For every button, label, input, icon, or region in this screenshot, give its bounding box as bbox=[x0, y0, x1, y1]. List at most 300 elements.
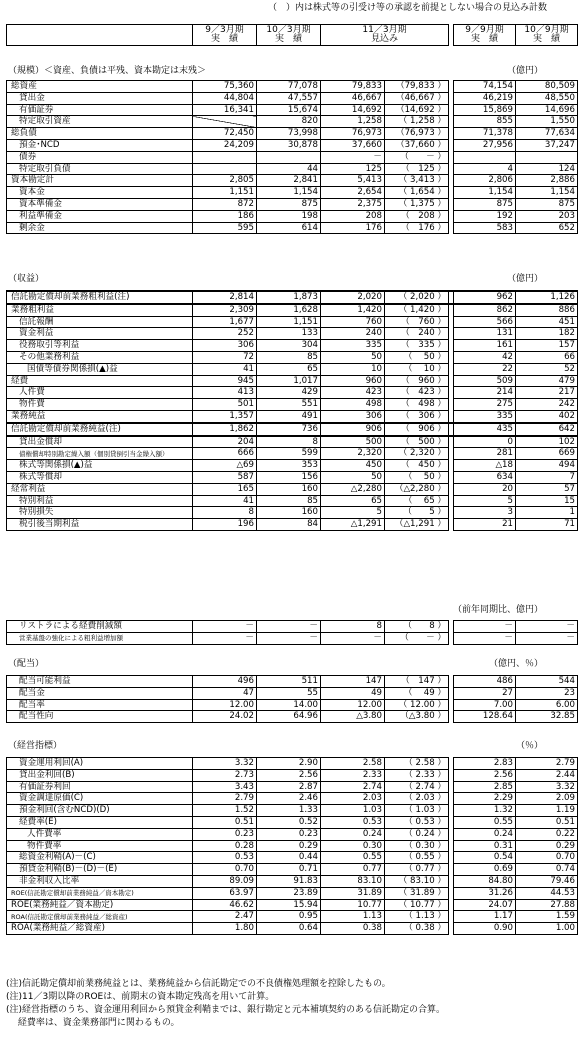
section-shueki-label: （収益） bbox=[8, 274, 45, 284]
value-cell: 423 bbox=[321, 387, 385, 399]
table-row bbox=[7, 676, 578, 688]
value-cell: 47 bbox=[193, 687, 257, 699]
value-cell: （79,833 ） bbox=[385, 81, 449, 93]
table-row bbox=[7, 304, 578, 316]
table-row bbox=[7, 198, 578, 210]
table-row bbox=[7, 151, 578, 163]
table-row bbox=[7, 711, 578, 723]
value-cell: 44.53 bbox=[516, 887, 578, 899]
value-cell: 102 bbox=[516, 436, 578, 448]
value-cell: 429 bbox=[257, 387, 321, 399]
value-cell: 2.33 bbox=[321, 769, 385, 781]
row-label: 貸出金 bbox=[7, 92, 193, 104]
value-cell: （△2,280 ） bbox=[385, 483, 449, 495]
footnote: (注)信託勘定償却前業務純益とは、業務純益から信託勘定での不良債権処理額を控除したもの。 bbox=[6, 979, 391, 989]
value-cell: 0.54 bbox=[454, 852, 516, 864]
column-header-table bbox=[6, 24, 578, 46]
value-cell: 72,450 bbox=[193, 128, 257, 140]
value-cell: 1.13 bbox=[321, 911, 385, 923]
value-cell: 634 bbox=[454, 471, 516, 483]
table-row bbox=[7, 163, 578, 175]
value-cell: 435 bbox=[454, 423, 516, 436]
value-cell: （ 960 ） bbox=[385, 375, 449, 387]
value-cell: 0.52 bbox=[257, 816, 321, 828]
value-cell: （ 335 ） bbox=[385, 340, 449, 352]
value-cell: 2.79 bbox=[516, 758, 578, 770]
value-cell: 500 bbox=[321, 436, 385, 448]
value-cell: － bbox=[321, 632, 385, 644]
value-cell: （ 906 ） bbox=[385, 423, 449, 436]
value-cell: 41 bbox=[193, 495, 257, 507]
value-cell: 14,696 bbox=[516, 104, 578, 116]
table-row bbox=[7, 81, 578, 93]
value-cell: （ 1,258 ） bbox=[385, 116, 449, 128]
value-cell: （ － ） bbox=[385, 632, 449, 644]
row-label: ROA(信託勘定償却前業務純益／総資産) bbox=[7, 911, 193, 923]
value-cell: （ 125 ） bbox=[385, 163, 449, 175]
value-cell: 1,258 bbox=[321, 116, 385, 128]
value-cell: 642 bbox=[516, 423, 578, 436]
value-cell: 945 bbox=[193, 375, 257, 387]
value-cell: 0.22 bbox=[516, 828, 578, 840]
value-cell: 15,869 bbox=[454, 104, 516, 116]
value-cell: 587 bbox=[193, 471, 257, 483]
table-row bbox=[7, 175, 578, 187]
value-cell: 0.23 bbox=[257, 828, 321, 840]
value-cell: 72 bbox=[193, 351, 257, 363]
value-cell: 27.88 bbox=[516, 899, 578, 911]
row-label: 経常利益 bbox=[7, 483, 193, 495]
value-cell: 1,550 bbox=[516, 116, 578, 128]
value-cell: （ 12.00 ） bbox=[385, 699, 449, 711]
value-cell: （ 2,320 ） bbox=[385, 448, 449, 460]
value-cell: △18 bbox=[454, 460, 516, 472]
table-row bbox=[7, 875, 578, 887]
row-label: 業務純益 bbox=[7, 410, 193, 422]
value-cell: 0.55 bbox=[454, 816, 516, 828]
value-cell: 402 bbox=[516, 410, 578, 422]
value-cell: 37,660 bbox=[321, 139, 385, 151]
value-cell: 47,557 bbox=[257, 92, 321, 104]
value-cell: 79.46 bbox=[516, 875, 578, 887]
table-row bbox=[7, 460, 578, 472]
value-cell: （ 0.53 ） bbox=[385, 816, 449, 828]
value-cell: （ 2.58 ） bbox=[385, 758, 449, 770]
value-cell: 71,378 bbox=[454, 128, 516, 140]
value-cell: 80,509 bbox=[516, 81, 578, 93]
value-cell: 669 bbox=[516, 448, 578, 460]
value-cell: 1,628 bbox=[257, 304, 321, 316]
row-label: 資金利益 bbox=[7, 328, 193, 340]
row-label: ROE(信託勘定償却前業務純益／資本勘定) bbox=[7, 887, 193, 899]
value-cell: 196 bbox=[193, 519, 257, 531]
value-cell: 736 bbox=[257, 423, 321, 436]
value-cell: 91.83 bbox=[257, 875, 321, 887]
row-label: 資本勘定計 bbox=[7, 175, 193, 187]
section-haito-unit: （億円、％） bbox=[488, 659, 543, 669]
value-cell: 0.31 bbox=[454, 840, 516, 852]
value-cell: （ 423 ） bbox=[385, 387, 449, 399]
table-row bbox=[7, 375, 578, 387]
value-cell: 242 bbox=[516, 399, 578, 411]
value-cell: 12.00 bbox=[321, 699, 385, 711]
table-row bbox=[7, 291, 578, 304]
table-row bbox=[7, 328, 578, 340]
section-kibo-label: （規模）＜資産、負債は平残、資本勘定は末残＞ bbox=[8, 66, 207, 76]
value-cell: 22 bbox=[454, 363, 516, 375]
table-row bbox=[7, 139, 578, 151]
row-label: 資金運用利回(A) bbox=[7, 758, 193, 770]
table-row bbox=[7, 923, 578, 935]
footnotes bbox=[6, 978, 445, 1030]
value-cell: 0.71 bbox=[257, 864, 321, 876]
value-cell: 820 bbox=[257, 116, 321, 128]
value-cell: 71 bbox=[516, 519, 578, 531]
table-row bbox=[7, 471, 578, 483]
value-cell: 0.53 bbox=[321, 816, 385, 828]
value-cell: 353 bbox=[257, 460, 321, 472]
value-cell: （ 0.77 ） bbox=[385, 864, 449, 876]
value-cell: 198 bbox=[257, 210, 321, 222]
row-label: ROE(業務純益／資本勘定) bbox=[7, 899, 193, 911]
row-label: 人件費率 bbox=[7, 828, 193, 840]
table-row bbox=[7, 187, 578, 199]
value-cell: 479 bbox=[516, 375, 578, 387]
section-shueki-unit: （億円） bbox=[506, 274, 543, 284]
value-cell: 31.89 bbox=[321, 887, 385, 899]
value-cell: （ 3,413 ） bbox=[385, 175, 449, 187]
value-cell: 2,654 bbox=[321, 187, 385, 199]
value-cell: 65 bbox=[257, 363, 321, 375]
value-cell: （ 0.24 ） bbox=[385, 828, 449, 840]
value-cell: 182 bbox=[516, 328, 578, 340]
row-label: 有価証券 bbox=[7, 104, 193, 116]
value-cell: （ 8 ） bbox=[385, 621, 449, 633]
table-row bbox=[7, 816, 578, 828]
value-cell: （ 2,020 ） bbox=[385, 291, 449, 304]
value-cell: （ 2.33 ） bbox=[385, 769, 449, 781]
value-cell: 0.53 bbox=[193, 852, 257, 864]
value-cell: （ － ） bbox=[385, 151, 449, 163]
value-cell: 666 bbox=[193, 448, 257, 460]
section-zennen-label: （前年同期比、億円） bbox=[452, 605, 543, 615]
value-cell: 41 bbox=[193, 363, 257, 375]
value-cell: 208 bbox=[321, 210, 385, 222]
value-cell: 73,998 bbox=[257, 128, 321, 140]
value-cell: 2.83 bbox=[454, 758, 516, 770]
table-row bbox=[7, 363, 578, 375]
value-cell: 5 bbox=[321, 507, 385, 519]
value-cell: 133 bbox=[257, 328, 321, 340]
row-label: 株式等関係損(▲)益 bbox=[7, 460, 193, 472]
value-cell: 44,804 bbox=[193, 92, 257, 104]
value-cell: 451 bbox=[516, 316, 578, 328]
value-cell: 0.51 bbox=[193, 816, 257, 828]
value-cell: 960 bbox=[321, 375, 385, 387]
value-cell: （ 49 ） bbox=[385, 687, 449, 699]
header-fy10: 10／3月期 実 績 bbox=[257, 25, 321, 46]
value-cell: 14,692 bbox=[321, 104, 385, 116]
value-cell: 0.30 bbox=[321, 840, 385, 852]
value-cell: 962 bbox=[454, 291, 516, 304]
row-label: 配当可能利益 bbox=[7, 676, 193, 688]
table-row bbox=[7, 632, 578, 644]
value-cell: 1.00 bbox=[516, 923, 578, 935]
value-cell: 0.29 bbox=[257, 840, 321, 852]
value-cell: 24.07 bbox=[454, 899, 516, 911]
value-cell: 77,078 bbox=[257, 81, 321, 93]
value-cell: 83.10 bbox=[321, 875, 385, 887]
value-cell: 3.32 bbox=[516, 781, 578, 793]
value-cell: 2.85 bbox=[454, 781, 516, 793]
value-cell: 1,154 bbox=[516, 187, 578, 199]
value-cell: 76,973 bbox=[321, 128, 385, 140]
value-cell: 1,126 bbox=[516, 291, 578, 304]
value-cell: 872 bbox=[193, 198, 257, 210]
header-blank bbox=[7, 25, 193, 46]
value-cell: 147 bbox=[321, 676, 385, 688]
row-label: 特定取引資産 bbox=[7, 116, 193, 128]
value-cell: 0.64 bbox=[257, 923, 321, 935]
value-cell: 157 bbox=[516, 340, 578, 352]
value-cell bbox=[257, 151, 321, 163]
row-label: 物件費率 bbox=[7, 840, 193, 852]
value-cell: 15,674 bbox=[257, 104, 321, 116]
value-cell: － bbox=[454, 632, 516, 644]
value-cell: 855 bbox=[454, 116, 516, 128]
row-label: 資本金 bbox=[7, 187, 193, 199]
value-cell: 1 bbox=[516, 507, 578, 519]
value-cell: 1.17 bbox=[454, 911, 516, 923]
value-cell: 42 bbox=[454, 351, 516, 363]
table-row bbox=[7, 351, 578, 363]
row-label: 経費 bbox=[7, 375, 193, 387]
management-indicator-table bbox=[6, 757, 578, 935]
top-note: （ ）内は株式等の引受け等の承認を前提としない場合の見込み計数 bbox=[267, 3, 547, 13]
value-cell: 2.56 bbox=[454, 769, 516, 781]
table-row bbox=[7, 519, 578, 531]
value-cell: － bbox=[193, 632, 257, 644]
value-cell: 1,151 bbox=[193, 187, 257, 199]
row-label: 信託勘定償却前業務純益(注) bbox=[7, 423, 193, 436]
value-cell: － bbox=[454, 621, 516, 633]
value-cell: 2,814 bbox=[193, 291, 257, 304]
value-cell bbox=[454, 151, 516, 163]
value-cell: 46.62 bbox=[193, 899, 257, 911]
value-cell: 491 bbox=[257, 410, 321, 422]
value-cell: 450 bbox=[321, 460, 385, 472]
table-row bbox=[7, 399, 578, 411]
value-cell: 240 bbox=[321, 328, 385, 340]
value-cell: （ 2.03 ） bbox=[385, 793, 449, 805]
row-label: 株式等償却 bbox=[7, 471, 193, 483]
value-cell: 3 bbox=[454, 507, 516, 519]
value-cell: 77,634 bbox=[516, 128, 578, 140]
table-row bbox=[7, 911, 578, 923]
value-cell: 27 bbox=[454, 687, 516, 699]
table-row bbox=[7, 781, 578, 793]
value-cell: 85 bbox=[257, 351, 321, 363]
value-cell: 217 bbox=[516, 387, 578, 399]
row-label: 貸出金償却 bbox=[7, 436, 193, 448]
row-label: 配当性向 bbox=[7, 711, 193, 723]
value-cell: 906 bbox=[321, 423, 385, 436]
table-row bbox=[7, 793, 578, 805]
row-label: 総負債 bbox=[7, 128, 193, 140]
value-cell: 49 bbox=[321, 687, 385, 699]
value-cell: 760 bbox=[321, 316, 385, 328]
value-cell: 875 bbox=[516, 198, 578, 210]
value-cell: 37,247 bbox=[516, 139, 578, 151]
value-cell: △2,280 bbox=[321, 483, 385, 495]
value-cell: 1.03 bbox=[321, 805, 385, 817]
value-cell: 1,677 bbox=[193, 316, 257, 328]
value-cell: （△3.80 ） bbox=[385, 711, 449, 723]
value-cell: 63.97 bbox=[193, 887, 257, 899]
value-cell: 1,151 bbox=[257, 316, 321, 328]
value-cell: 23.89 bbox=[257, 887, 321, 899]
table-row bbox=[7, 387, 578, 399]
value-cell: 24,209 bbox=[193, 139, 257, 151]
value-cell: 8 bbox=[321, 621, 385, 633]
section-keiei-unit: （％） bbox=[515, 741, 543, 751]
value-cell: 2.90 bbox=[257, 758, 321, 770]
value-cell: 3.43 bbox=[193, 781, 257, 793]
value-cell: 2,375 bbox=[321, 198, 385, 210]
value-cell: 2.44 bbox=[516, 769, 578, 781]
value-cell: 1,873 bbox=[257, 291, 321, 304]
value-cell: 0.70 bbox=[193, 864, 257, 876]
header-h10: 10／9月期 実 績 bbox=[516, 25, 578, 46]
table-row bbox=[7, 621, 578, 633]
value-cell: 1,420 bbox=[321, 304, 385, 316]
value-cell: 15.94 bbox=[257, 899, 321, 911]
value-cell: 0.51 bbox=[516, 816, 578, 828]
table-row bbox=[7, 410, 578, 422]
value-cell: 566 bbox=[454, 316, 516, 328]
value-cell: （ 760 ） bbox=[385, 316, 449, 328]
value-cell: 0.90 bbox=[454, 923, 516, 935]
value-cell: 24.02 bbox=[193, 711, 257, 723]
value-cell: 2.79 bbox=[193, 793, 257, 805]
value-cell: 124 bbox=[516, 163, 578, 175]
value-cell: 281 bbox=[454, 448, 516, 460]
value-cell: 498 bbox=[321, 399, 385, 411]
row-label: 経費率(E) bbox=[7, 816, 193, 828]
value-cell: 583 bbox=[454, 222, 516, 234]
value-cell: 84 bbox=[257, 519, 321, 531]
value-cell: 509 bbox=[454, 375, 516, 387]
value-cell: 2.09 bbox=[516, 793, 578, 805]
value-cell: 10 bbox=[321, 363, 385, 375]
value-cell: 14.00 bbox=[257, 699, 321, 711]
value-cell: 2,020 bbox=[321, 291, 385, 304]
value-cell: 862 bbox=[454, 304, 516, 316]
row-label: 物件費 bbox=[7, 399, 193, 411]
value-cell: 160 bbox=[257, 507, 321, 519]
row-label: ROA(業務純益／総資産) bbox=[7, 923, 193, 935]
table-row bbox=[7, 899, 578, 911]
value-cell: 0 bbox=[454, 436, 516, 448]
value-cell: 8 bbox=[257, 436, 321, 448]
value-cell: 89.09 bbox=[193, 875, 257, 887]
value-cell: 1,017 bbox=[257, 375, 321, 387]
value-cell: 304 bbox=[257, 340, 321, 352]
value-cell: △69 bbox=[193, 460, 257, 472]
value-cell bbox=[193, 116, 257, 128]
value-cell: （ 1.13 ） bbox=[385, 911, 449, 923]
value-cell: 7.00 bbox=[454, 699, 516, 711]
value-cell: 5,413 bbox=[321, 175, 385, 187]
value-cell: （ 176 ） bbox=[385, 222, 449, 234]
value-cell: 0.44 bbox=[257, 852, 321, 864]
value-cell: 0.24 bbox=[454, 828, 516, 840]
value-cell: （ 1,654 ） bbox=[385, 187, 449, 199]
value-cell: （ 306 ） bbox=[385, 410, 449, 422]
value-cell bbox=[516, 151, 578, 163]
value-cell: 2.47 bbox=[193, 911, 257, 923]
value-cell: 2.73 bbox=[193, 769, 257, 781]
value-cell: 30,878 bbox=[257, 139, 321, 151]
value-cell: （ 31.89 ） bbox=[385, 887, 449, 899]
value-cell: 551 bbox=[257, 399, 321, 411]
value-cell: 204 bbox=[193, 436, 257, 448]
value-cell: 57 bbox=[516, 483, 578, 495]
value-cell: （ 147 ） bbox=[385, 676, 449, 688]
table-row bbox=[7, 864, 578, 876]
value-cell: 1,154 bbox=[454, 187, 516, 199]
value-cell: 6.00 bbox=[516, 699, 578, 711]
value-cell: 0.24 bbox=[321, 828, 385, 840]
table-row bbox=[7, 340, 578, 352]
value-cell: 131 bbox=[454, 328, 516, 340]
value-cell: 1,862 bbox=[193, 423, 257, 436]
value-cell: 614 bbox=[257, 222, 321, 234]
table-row bbox=[7, 210, 578, 222]
table-row bbox=[7, 840, 578, 852]
value-cell: 214 bbox=[454, 387, 516, 399]
value-cell: 2.56 bbox=[257, 769, 321, 781]
section-keiei-label: （経営指標） bbox=[8, 741, 63, 751]
value-cell: － bbox=[257, 621, 321, 633]
value-cell: 160 bbox=[257, 483, 321, 495]
value-cell: 44 bbox=[257, 163, 321, 175]
value-cell: 74,154 bbox=[454, 81, 516, 93]
table-row bbox=[7, 92, 578, 104]
header-h9: 9／9月期 実 績 bbox=[454, 25, 516, 46]
row-label: 特別損失 bbox=[7, 507, 193, 519]
section-haito-label: （配当） bbox=[8, 659, 45, 669]
value-cell: 64.96 bbox=[257, 711, 321, 723]
row-label: 預金利回(含むNCD)(D) bbox=[7, 805, 193, 817]
value-cell: 413 bbox=[193, 387, 257, 399]
row-label: 利益準備金 bbox=[7, 210, 193, 222]
value-cell: （ 498 ） bbox=[385, 399, 449, 411]
row-label: 信託報酬 bbox=[7, 316, 193, 328]
value-cell: 2.03 bbox=[321, 793, 385, 805]
value-cell: （ 1,420 ） bbox=[385, 304, 449, 316]
table-row bbox=[7, 222, 578, 234]
value-cell: 652 bbox=[516, 222, 578, 234]
value-cell: （ 50 ） bbox=[385, 471, 449, 483]
value-cell: 494 bbox=[516, 460, 578, 472]
value-cell: 50 bbox=[321, 471, 385, 483]
value-cell: △1,291 bbox=[321, 519, 385, 531]
value-cell: 125 bbox=[321, 163, 385, 175]
value-cell: 20 bbox=[454, 483, 516, 495]
value-cell: 2.74 bbox=[321, 781, 385, 793]
value-cell: 2.29 bbox=[454, 793, 516, 805]
